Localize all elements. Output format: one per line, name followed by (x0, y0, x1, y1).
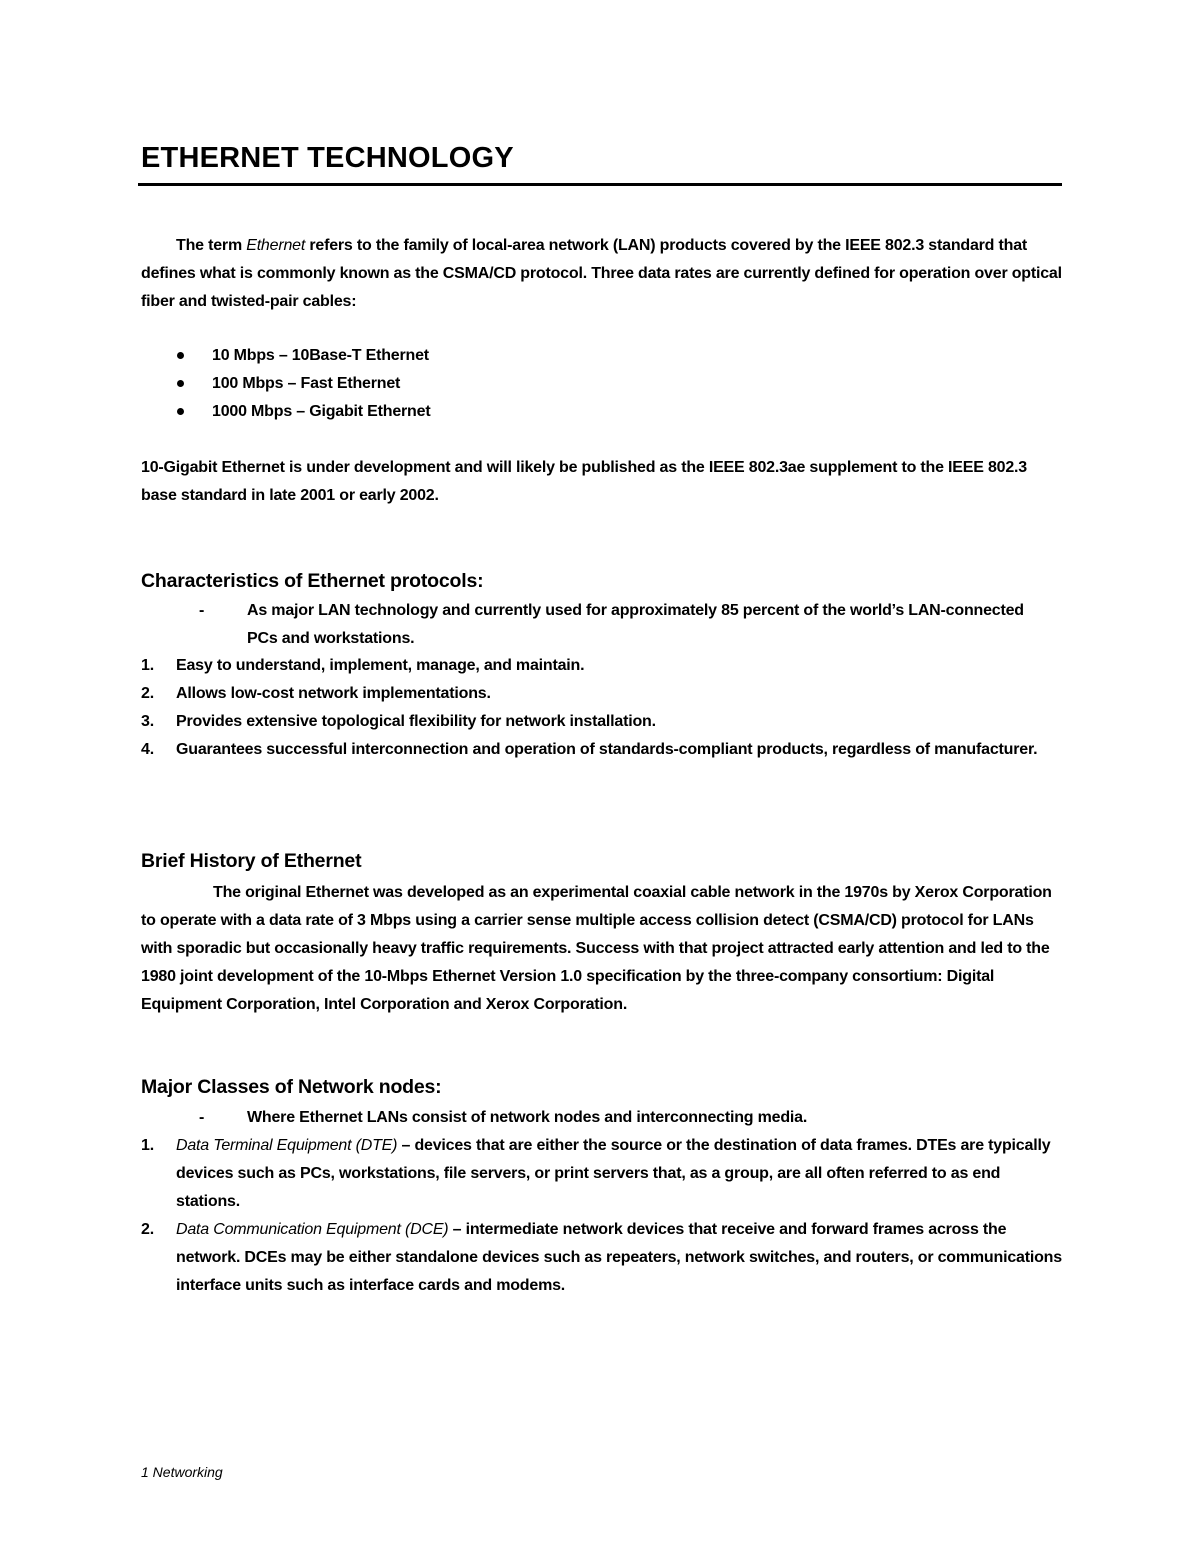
bullet-icon (177, 408, 184, 415)
bullet-icon (177, 352, 184, 359)
classes-list (141, 1132, 1062, 1300)
characteristics-heading: Characteristics of Ethernet protocols: (141, 570, 484, 592)
item-text: – devices that are either the source or the destination of data frames. DTEs are typically devices such as PCs, workstations, file servers, or print servers that, as a group, are all often referred to as end stations. (176, 1137, 1051, 1210)
dash-item-text: As major LAN technology and currently used for approximately 85 percent of the world’s LAN-connected PCs and workstations. (247, 602, 1024, 647)
intro-paragraph (141, 232, 1062, 316)
item-number: 1. (141, 1137, 154, 1154)
title-underline (138, 183, 1062, 186)
data-rate-list (141, 342, 1041, 426)
item-text: Easy to understand, implement, manage, and maintain. (176, 657, 585, 674)
data-rate-text: 1000 Mbps – Gigabit Ethernet (212, 403, 431, 420)
item-text: – intermediate network devices that receive and forward frames across the network. DCEs may be either standalone devices such as repeaters, network switches, and routers, or communications interface units such as interface cards and modems. (176, 1221, 1062, 1294)
list-item (141, 652, 1062, 680)
intro-term: Ethernet (246, 237, 306, 254)
list-item (141, 370, 1041, 398)
page-title: ETHERNET TECHNOLOGY (141, 142, 514, 174)
item-term: Data Communication Equipment (DCE) (176, 1221, 449, 1238)
item-number: 2. (141, 1221, 154, 1238)
item-term: Data Terminal Equipment (DTE) (176, 1137, 398, 1154)
data-rate-text: 100 Mbps – Fast Ethernet (212, 375, 401, 392)
list-item (141, 1216, 1062, 1300)
intro-rest: refers to the family of local-area network (LAN) products covered by the IEEE 802.3 standard that defines what is commonly known as the CSMA/CD protocol. Three data rates are currently defined for operation over optical fiber and twisted-pair cables: (141, 237, 1062, 310)
dash-item-text: Where Ethernet LANs consist of network nodes and interconnecting media. (247, 1109, 808, 1126)
item-text: Guarantees successful interconnection and operation of standards-compliant products, regardless of manufacturer. (176, 741, 1038, 758)
list-item (141, 1132, 1062, 1216)
dash-marker: - (199, 602, 205, 619)
item-number: 3. (141, 713, 154, 730)
item-text: Allows low-cost network implementations. (176, 685, 491, 702)
history-heading: Brief History of Ethernet (141, 850, 362, 872)
bullet-icon (177, 380, 184, 387)
item-number: 1. (141, 657, 154, 674)
intro-prefix: The term (176, 237, 247, 254)
gigabit-note-paragraph: 10-Gigabit Ethernet is under development and will likely be published as the IEEE 802.3ae supplement to the IEEE 802.3 base standard in late 2001 or early 2002. (141, 459, 1027, 504)
list-item (141, 398, 1041, 426)
list-item (141, 342, 1041, 370)
characteristics-list (141, 652, 1062, 764)
list-item (141, 708, 1062, 736)
characteristics-dash-item (141, 597, 1041, 653)
list-item (141, 736, 1062, 764)
classes-dash-item (141, 1104, 1041, 1132)
item-number: 4. (141, 741, 154, 758)
data-rate-text: 10 Mbps – 10Base-T Ethernet (212, 347, 429, 364)
classes-heading: Major Classes of Network nodes: (141, 1076, 442, 1098)
item-number: 2. (141, 685, 154, 702)
history-paragraph: The original Ethernet was developed as an experimental coaxial cable network in the 1970s by Xerox Corporation to operate with a data rate of 3 Mbps using a carrier sense multiple access collision detect (CSMA/CD) protocol for LANs with sporadic but occasionally heavy traffic requirements. Success with that project attracted early attention and led to the 1980 joint development of the 10-Mbps Ethernet Version 1.0 specification by the three-company consortium: Digital Equipment Corporation, Intel Corporation and Xerox Corporation. (141, 884, 1052, 1013)
page-footer: 1 Networking (141, 1464, 223, 1480)
item-text: Provides extensive topological flexibility for network installation. (176, 713, 656, 730)
list-item (141, 680, 1062, 708)
dash-marker: - (199, 1109, 205, 1126)
